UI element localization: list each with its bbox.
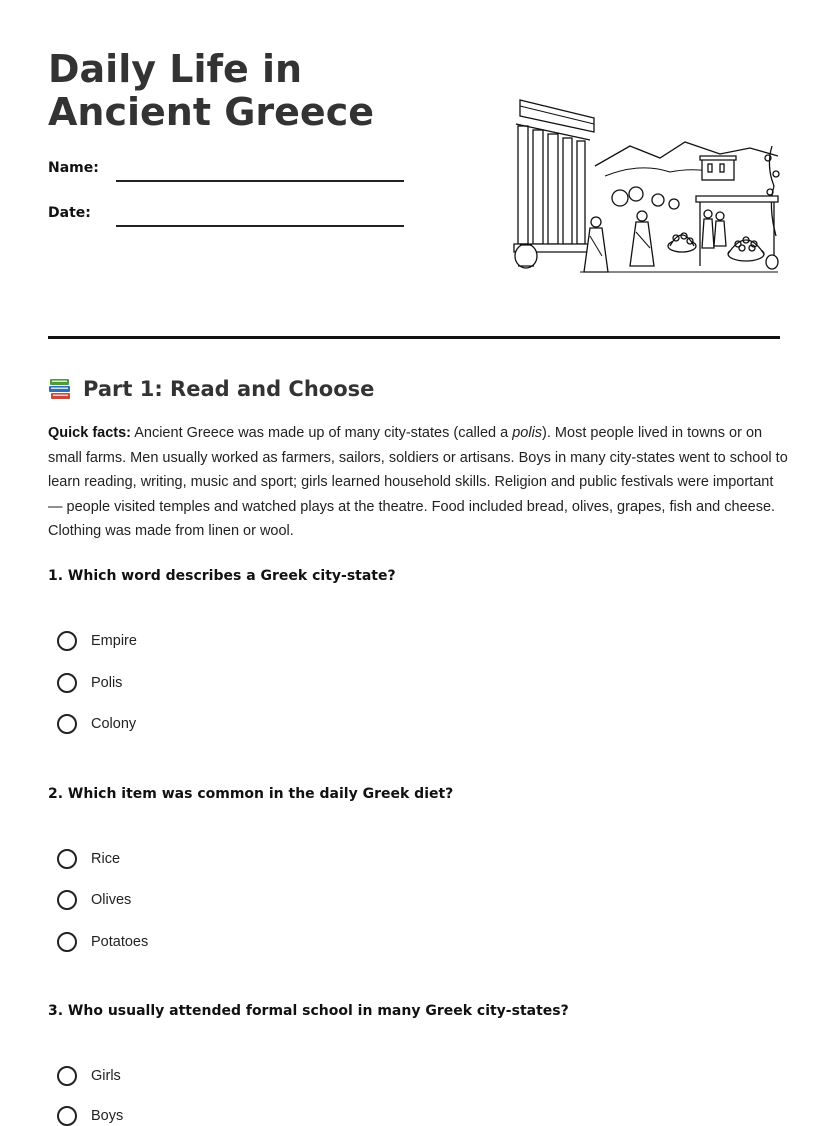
name-label: Name: [48, 160, 99, 176]
option-label: Rice [91, 851, 121, 867]
quick-facts-polis: polis [512, 425, 543, 441]
q3-option-girls[interactable] [57, 1066, 121, 1086]
radio-button[interactable] [57, 673, 77, 693]
date-label: Date: [48, 205, 91, 221]
q1-option-polis[interactable] [57, 673, 122, 693]
option-label: Colony [91, 716, 137, 732]
radio-button[interactable] [57, 631, 77, 651]
quick-facts-label: Quick facts: [48, 425, 131, 441]
radio-button[interactable] [57, 1066, 77, 1086]
option-label: Boys [91, 1108, 124, 1124]
quick-facts-text-2: ). Most people lived in towns or on small farms. Men usually worked as farmers, sailors, soldiers or artisans. Boys in many city-states went to school to learn reading, writing, music and sport; girls learned household skills. Religion and public festivals were important — people visited temples and watched plays at the theatre. Food included bread, olives, grapes, fish and cheese. Clothing was made from linen or wool. [48, 425, 788, 540]
section-divider [48, 336, 780, 339]
question-1: 1. Which word describes a Greek city-state? [48, 568, 396, 584]
radio-button[interactable] [57, 932, 77, 952]
worksheet-title: Daily Life in Ancient Greece [48, 47, 375, 134]
option-label: Empire [91, 633, 137, 649]
q2-option-olives[interactable] [57, 890, 131, 910]
option-label: Potatoes [91, 934, 149, 950]
q3-option-boys[interactable] [57, 1106, 123, 1126]
date-input-line[interactable] [116, 225, 404, 227]
quick-facts-paragraph [48, 421, 788, 544]
ancient-greek-marketplace-illustration [510, 96, 784, 282]
q2-option-potatoes[interactable] [57, 932, 148, 952]
q1-option-empire[interactable] [57, 631, 137, 651]
books-icon [48, 376, 72, 402]
part1-heading-text: Part 1: Read and Choose [83, 377, 375, 401]
q2-option-rice[interactable] [57, 849, 120, 869]
option-label: Girls [91, 1068, 121, 1084]
quick-facts-text-1: Ancient Greece was made up of many city-states (called a [131, 425, 513, 441]
option-label: Olives [91, 892, 132, 908]
radio-button[interactable] [57, 890, 77, 910]
radio-button[interactable] [57, 714, 77, 734]
q1-option-colony[interactable] [57, 714, 136, 734]
question-3: 3. Who usually attended formal school in many Greek city-states? [48, 1003, 569, 1019]
question-2: 2. Which item was common in the daily Greek diet? [48, 786, 454, 802]
radio-button[interactable] [57, 849, 77, 869]
name-input-line[interactable] [116, 180, 404, 182]
radio-button[interactable] [57, 1106, 77, 1126]
part1-heading [48, 374, 374, 404]
option-label: Polis [91, 675, 123, 691]
